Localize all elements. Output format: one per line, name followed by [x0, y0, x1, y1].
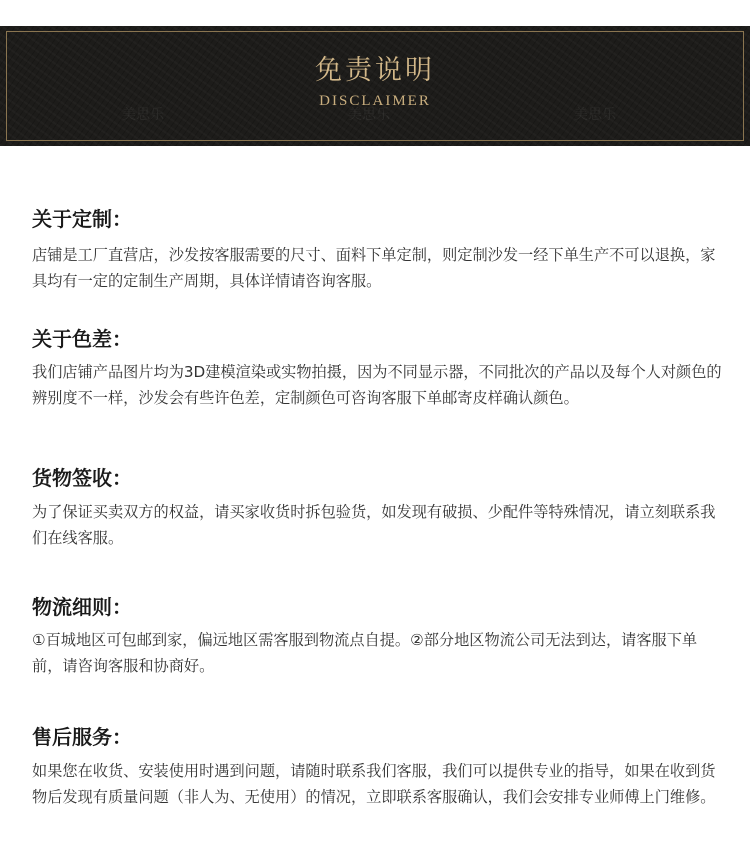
brand-watermark: 美思乐 — [348, 107, 390, 123]
section-title-customization: 关于定制： — [32, 207, 132, 231]
section-text-customization: 店铺是工厂直营店，沙发按客服需要的尺寸、面料下单定制，则定制沙发一经下单生产不可以退换，家具均有一定的定制生产周期，具体详情请咨询客服。 — [32, 246, 716, 290]
section-title-logistics: 物流细则： — [32, 595, 132, 619]
section-text-after-sales: 如果您在收货、安装使用时遇到问题，请随时联系我们客服，我们可以提供专业的指导，如果在收到货物后发现有质量问题（非人为、无使用）的情况，立即联系客服确认，我们会安排专业师傅上门维修。 — [32, 762, 716, 806]
brand-watermark: 美思乐 — [574, 107, 616, 123]
page-subtitle: DISCLAIMER — [319, 93, 431, 109]
page-title: 免责说明 — [315, 55, 435, 86]
section-text-logistics: ①百城地区可包邮到家，偏远地区需客服到物流点自提。②部分地区物流公司无法到达，请客服下单前，请咨询客服和协商好。 — [32, 631, 698, 675]
disclaimer-banner — [0, 26, 750, 146]
section-title-delivery-receipt: 货物签收： — [32, 466, 132, 490]
brand-watermark: 美思乐 — [122, 107, 164, 123]
section-text-color-difference: 我们店铺产品图片均为3D建模渲染或实物拍摄，因为不同显示器，不同批次的产品以及每个人对颜色的辨别度不一样，沙发会有些许色差，定制颜色可咨询客服下单邮寄皮样确认颜色。 — [32, 363, 722, 407]
section-title-after-sales: 售后服务： — [32, 725, 132, 749]
section-text-delivery-receipt: 为了保证买卖双方的权益，请买家收货时拆包验货，如发现有破损、少配件等特殊情况，请立刻联系我们在线客服。 — [32, 503, 716, 547]
section-title-color-difference: 关于色差： — [32, 327, 132, 351]
